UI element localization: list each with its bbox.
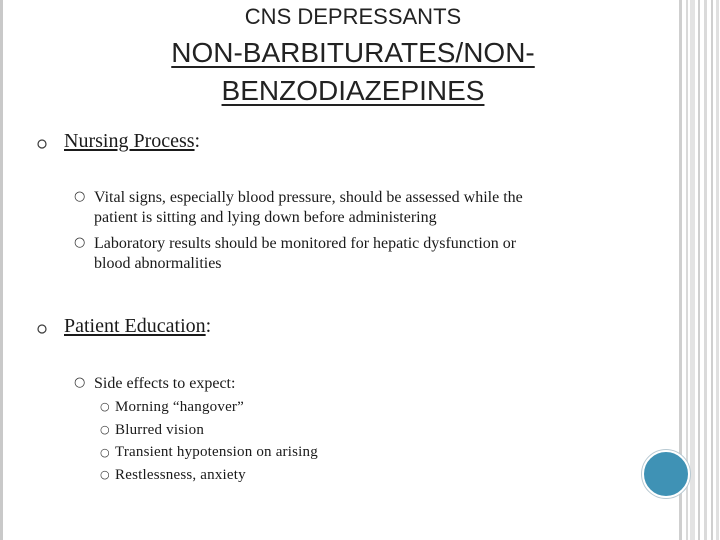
list-item-text: Vital signs, especially blood pressure, should be assessed while the bbox=[94, 189, 523, 206]
section-heading-colon: : bbox=[205, 315, 212, 337]
decorative-stripe bbox=[690, 0, 695, 540]
decorative-stripe bbox=[716, 0, 719, 540]
decorative-stripe bbox=[698, 0, 700, 540]
list-item-text: Side effects to expect: bbox=[94, 375, 236, 392]
sub-list-item: Restlessness, anxiety bbox=[115, 467, 246, 483]
hollow-circle-bullet-icon: ○ bbox=[100, 423, 110, 436]
hollow-circle-bullet-icon: ○ bbox=[74, 189, 86, 204]
hollow-circle-bullet-icon bbox=[36, 138, 48, 150]
section-heading-patient-education bbox=[64, 315, 211, 338]
hollow-circle-bullet-icon: ○ bbox=[74, 235, 86, 250]
hollow-circle-bullet-icon: ○ bbox=[74, 375, 86, 390]
section-heading-text: Patient Education bbox=[64, 315, 206, 337]
list-item-text: Laboratory results should be monitored for hepatic dysfunction or bbox=[94, 235, 517, 252]
hollow-circle-bullet-icon: ○ bbox=[100, 400, 110, 413]
slide-title-line: BENZODIAZEPINES bbox=[221, 75, 485, 106]
section-heading-nursing-process bbox=[64, 130, 200, 153]
sub-list-item: Morning “hangover” bbox=[115, 399, 244, 415]
hollow-circle-bullet-icon bbox=[36, 323, 48, 335]
left-border-rule bbox=[0, 0, 3, 540]
section-heading-text: Nursing Process bbox=[64, 130, 195, 152]
decorative-circle bbox=[642, 450, 690, 498]
decorative-stripe bbox=[686, 0, 688, 540]
hollow-circle-bullet-icon: ○ bbox=[100, 446, 110, 459]
sub-list-item: Blurred vision bbox=[115, 422, 205, 438]
slide-title-line: NON-BARBITURATES/NON- bbox=[171, 37, 535, 68]
sub-list-item: Transient hypotension on arising bbox=[115, 444, 318, 460]
slide-title bbox=[100, 34, 606, 110]
hollow-circle-bullet-icon: ○ bbox=[100, 468, 110, 481]
decorative-stripe bbox=[711, 0, 713, 540]
list-item-text: blood abnormalities bbox=[94, 255, 222, 272]
decorative-stripe bbox=[704, 0, 707, 540]
slide-supertitle: CNS DEPRESSANTS bbox=[244, 4, 462, 29]
list-item-text: patient is sitting and lying down before administering bbox=[94, 209, 437, 226]
section-heading-colon: : bbox=[194, 130, 201, 152]
